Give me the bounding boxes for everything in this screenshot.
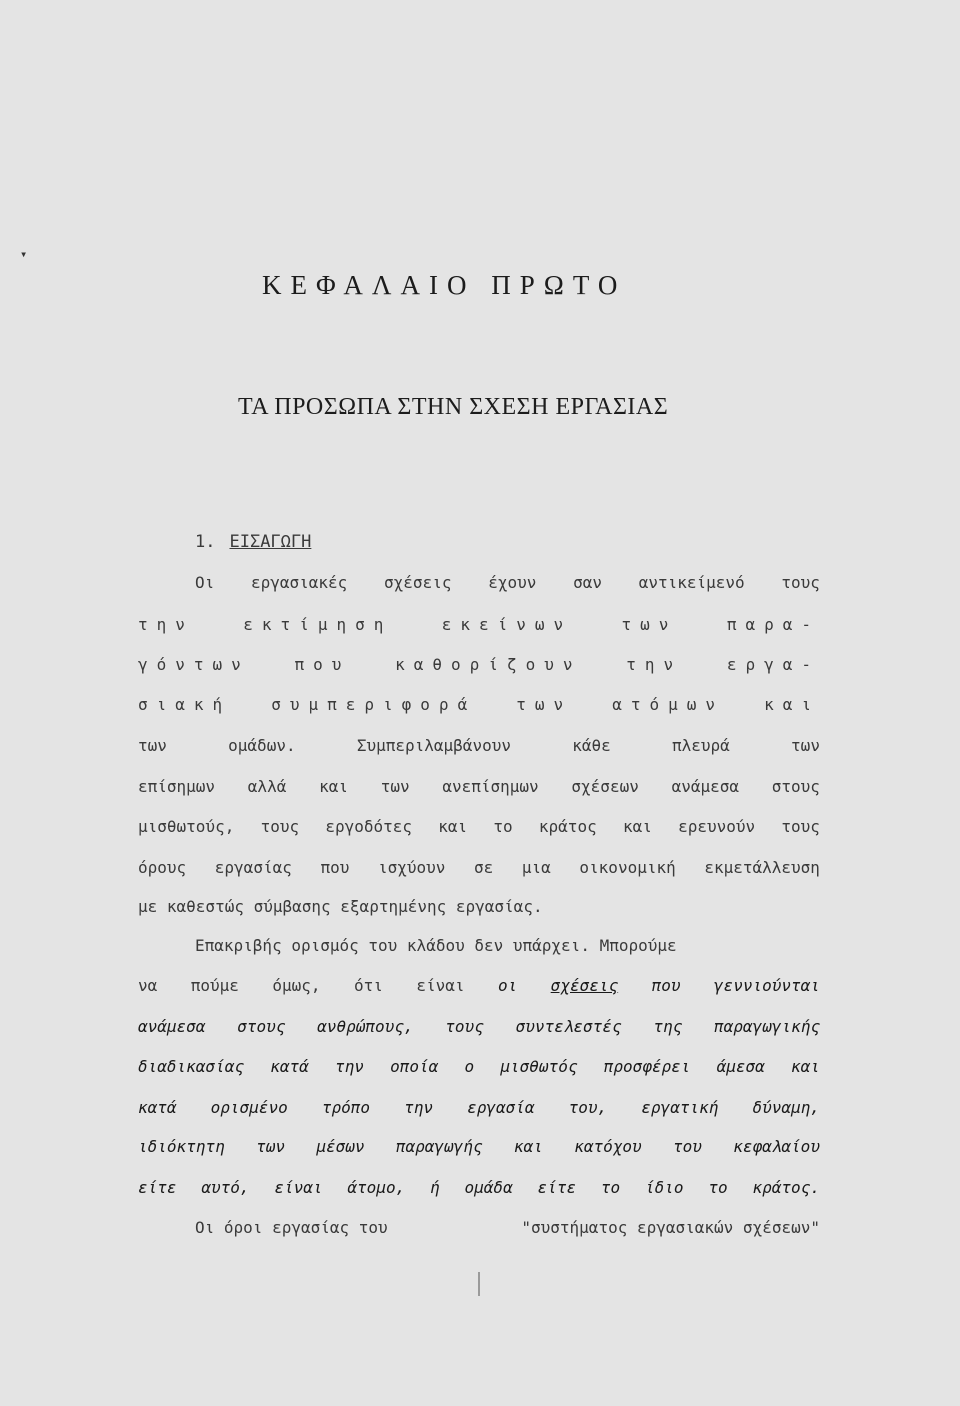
word: παρα- <box>726 615 820 634</box>
word: κεφαλαίου <box>733 1137 820 1156</box>
word: ιδιόκτητη <box>138 1137 225 1156</box>
word: άμεσα <box>716 1057 765 1076</box>
word: του <box>672 1137 702 1156</box>
word: στους <box>237 1017 286 1036</box>
text-line <box>138 855 820 881</box>
word: ατόμων <box>612 695 725 714</box>
phrase: "συστήματος εργασιακών σχέσεων" <box>521 1218 820 1237</box>
word: εκτίμηση <box>243 615 393 634</box>
word: ο <box>464 1057 475 1076</box>
word: κάθε <box>572 736 611 755</box>
word: μέσων <box>316 1137 365 1156</box>
word: Οι <box>195 573 215 592</box>
word: εργασίας <box>214 858 292 877</box>
word: την <box>334 1057 364 1076</box>
section-heading <box>195 532 311 552</box>
word: και <box>438 817 468 836</box>
word: δύναμη, <box>752 1098 820 1117</box>
word: ανεπίσημων <box>442 777 539 796</box>
word: των <box>791 736 820 755</box>
word: παραγωγικής <box>714 1017 820 1036</box>
text-line: με καθεστώς σύμβασης εξαρτημένης εργασίας. <box>138 897 543 916</box>
word: στους <box>771 777 820 796</box>
word: ανάμεσα <box>671 777 740 796</box>
text-line <box>138 1014 820 1040</box>
word: συμπεριφορά <box>271 695 477 714</box>
word: όρους <box>138 858 187 877</box>
word: πλευρά <box>672 736 730 755</box>
word: ανάμεσα <box>138 1017 206 1036</box>
margin-bullet-icon: ▾ <box>20 247 28 261</box>
word: τους <box>781 573 820 592</box>
text-line <box>138 814 820 840</box>
word: άτομο, <box>347 1178 406 1197</box>
word: των <box>138 736 167 755</box>
text-line <box>138 612 820 638</box>
word: κατόχου <box>574 1137 642 1156</box>
word: ομάδα <box>464 1178 513 1197</box>
word: επίσημων <box>138 777 216 796</box>
word: και <box>622 817 652 836</box>
word: οι <box>497 976 518 995</box>
word: και <box>791 1057 820 1076</box>
word: αλλά <box>247 777 287 796</box>
word: εκμετάλλευση <box>704 858 820 877</box>
word: παραγωγής <box>395 1137 483 1156</box>
text-line <box>138 652 820 678</box>
word: τους <box>781 817 820 836</box>
word: και <box>513 1137 543 1156</box>
text-line <box>195 570 820 596</box>
word: ή <box>430 1178 440 1197</box>
word: ερευνούν <box>678 817 756 836</box>
word: αντικείμενό <box>638 573 745 592</box>
word-underlined: σχέσεις <box>550 976 619 995</box>
text-line <box>138 1134 820 1160</box>
word: γεννιούνται <box>713 976 820 995</box>
word: και <box>764 695 820 714</box>
word: τους <box>260 817 300 836</box>
word: την <box>138 615 194 634</box>
word: είτε <box>537 1178 577 1197</box>
word: εκείνων <box>441 615 573 634</box>
word: μισθωτός <box>500 1057 578 1076</box>
word: προσφέρει <box>603 1057 691 1076</box>
word: κράτος. <box>752 1178 820 1197</box>
word: οικονομική <box>579 858 676 877</box>
word: της <box>653 1017 683 1036</box>
word: κατά <box>270 1057 309 1076</box>
word: διαδικασίας <box>138 1057 244 1076</box>
word: και <box>319 777 348 796</box>
word: ίδιο <box>645 1178 684 1197</box>
word: των <box>256 1137 285 1156</box>
text-line <box>138 973 820 999</box>
word: ορισμένο <box>210 1098 288 1117</box>
word: ότι <box>353 976 383 995</box>
word: την <box>626 655 683 674</box>
word: καθορίζουν <box>395 655 582 674</box>
word: σε <box>474 858 494 877</box>
text-line <box>138 1095 820 1121</box>
word: σιακή <box>138 695 232 714</box>
text-line <box>138 692 820 718</box>
word: των <box>516 695 573 714</box>
word: των <box>621 615 678 634</box>
word: ομάδων. <box>228 736 296 755</box>
word: το <box>600 1178 621 1197</box>
word: συντελεστές <box>515 1017 622 1036</box>
word: έχουν <box>488 573 537 592</box>
word: πούμε <box>190 976 239 995</box>
word: την <box>404 1098 433 1117</box>
word: που <box>651 976 681 995</box>
word: είτε <box>138 1178 177 1197</box>
word: τρόπο <box>321 1098 370 1117</box>
word: που <box>294 655 351 674</box>
word: εργοδότες <box>325 817 413 836</box>
word: εργασία <box>467 1098 535 1117</box>
word: κράτος <box>538 817 597 836</box>
word: είναι <box>274 1178 323 1197</box>
word: οποία <box>390 1057 439 1076</box>
word: εργα- <box>726 655 820 674</box>
word: που <box>320 858 350 877</box>
word: σαν <box>573 573 602 592</box>
word: όμως, <box>272 976 321 995</box>
word: τους <box>445 1017 484 1036</box>
word: εργασιακές <box>250 573 348 592</box>
word: σχέσεων <box>571 777 639 796</box>
word: γόντων <box>138 655 250 674</box>
text-line: Επακριβής ορισμός του κλάδου δεν υπάρχει. Μπορούμε <box>195 936 677 955</box>
word: των <box>380 777 410 796</box>
section-title: ΕΙΣΑΓΩΓΗ <box>229 532 312 552</box>
text-line <box>138 774 820 800</box>
scan-mark <box>478 1272 480 1296</box>
word: ανθρώπους, <box>317 1017 414 1036</box>
text-line <box>195 1215 820 1241</box>
word: κατά <box>138 1098 177 1117</box>
word: Συμπεριλαμβάνουν <box>356 736 511 755</box>
text-line <box>138 1054 820 1080</box>
section-number: 1. <box>195 532 216 552</box>
word: μισθωτούς, <box>138 817 235 836</box>
word: αυτό, <box>201 1178 250 1197</box>
chapter-heading: ΚΕΦΑΛΑΙΟ ΠΡΩΤΟ <box>262 270 627 300</box>
word: είναι <box>416 976 465 995</box>
word: σχέσεις <box>384 573 452 592</box>
word: εργατική <box>641 1098 719 1117</box>
word: ισχύουν <box>377 858 446 877</box>
word: το <box>493 817 513 836</box>
word: του, <box>568 1098 608 1117</box>
word: το <box>708 1178 728 1197</box>
word: μια <box>521 858 551 877</box>
phrase: Οι όροι εργασίας του <box>195 1218 388 1237</box>
text-line <box>138 733 820 759</box>
chapter-subtitle: ΤΑ ΠΡΟΣΩΠΑ ΣΤΗΝ ΣΧΕΣΗ ΕΡΓΑΣΙΑΣ <box>238 394 669 420</box>
text-line <box>138 1175 820 1201</box>
word: να <box>138 976 158 995</box>
